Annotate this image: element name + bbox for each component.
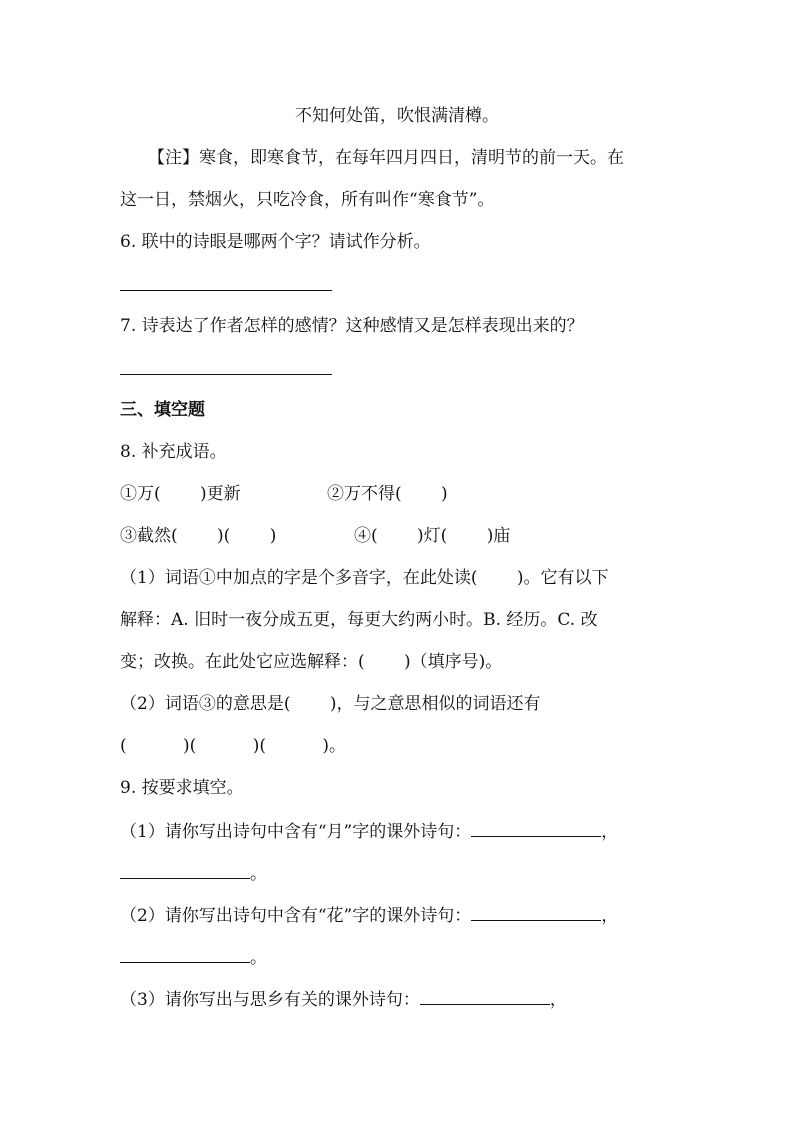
q9-sub2-prompt: （2）请你写出诗句中含有“花”字的课外诗句：: [120, 906, 472, 926]
question-7: 7. 诗表达了作者怎样的感情？这种感情又是怎样表现出来的？: [120, 316, 584, 336]
question-8-title: 8. 补充成语。: [120, 442, 227, 462]
q9-sub1-blank-b[interactable]: [120, 860, 250, 879]
q9-sub3-comma: ，: [549, 990, 567, 1010]
q9-sub1-prompt: （1）请你写出诗句中含有“月”字的课外诗句：: [120, 822, 472, 842]
q9-sub1-comma: ，: [601, 822, 619, 842]
idiom-4: ④( )灯( )庙: [354, 526, 511, 546]
q9-sub2-cont: [120, 944, 267, 968]
note-line-1: [148, 146, 624, 170]
q8-sub1-line3: 变；改换。在此处它应选解释：( )（填序号)。: [120, 652, 503, 672]
q9-sub3-blank[interactable]: [420, 986, 550, 1005]
q8-sub2-line2: ( )( )( )。: [120, 736, 347, 756]
q9-sub2-blank-b[interactable]: [120, 944, 250, 963]
note-label: 【注】: [148, 148, 199, 168]
q9-sub1-period: 。: [250, 864, 267, 884]
q8-sub1-line2: 解释：A. 旧时一夜分成五更，每更大约两小时。B. 经历。C. 改: [120, 610, 598, 630]
q8-sub1-line1: （1）词语①中加点的字是个多音字，在此处读( )。它有以下: [120, 568, 609, 588]
note-text-1: 寒食，即寒食节，在每年四月四日，清明节的前一天。在: [199, 148, 624, 168]
q9-sub2-blank-a[interactable]: [471, 902, 601, 921]
q9-sub3: [120, 986, 567, 1010]
idiom-3: ③截然( )( ): [120, 526, 277, 546]
question-9-title: 9. 按要求填空。: [120, 778, 244, 798]
q9-sub2: [120, 902, 618, 926]
q9-sub1-blank-a[interactable]: [471, 818, 601, 837]
question-6: 6. 联中的诗眼是哪两个字？请试作分析。: [120, 232, 431, 252]
idiom-1: ①万( )更新: [120, 484, 241, 504]
q9-sub2-comma: ，: [601, 906, 619, 926]
answer-line-7[interactable]: [120, 356, 332, 380]
note-line-2: 这一日，禁烟火，只吃冷食，所有叫作“寒食节”。: [120, 190, 495, 210]
q9-sub3-prompt: （3）请你写出与思乡有关的课外诗句：: [120, 990, 420, 1010]
answer-line-6[interactable]: [120, 272, 332, 296]
q9-sub1: [120, 818, 618, 842]
q9-sub1-cont: [120, 860, 267, 884]
q8-sub2-line1: （2）词语③的意思是( )，与之意思相似的词语还有: [120, 694, 541, 714]
poem-last-line: 不知何处笛，吹恨满清樽。: [295, 106, 499, 126]
section-3-title: 三、填空题: [120, 400, 205, 420]
idiom-2: ②万不得( ): [327, 484, 448, 504]
q9-sub2-period: 。: [250, 948, 267, 968]
